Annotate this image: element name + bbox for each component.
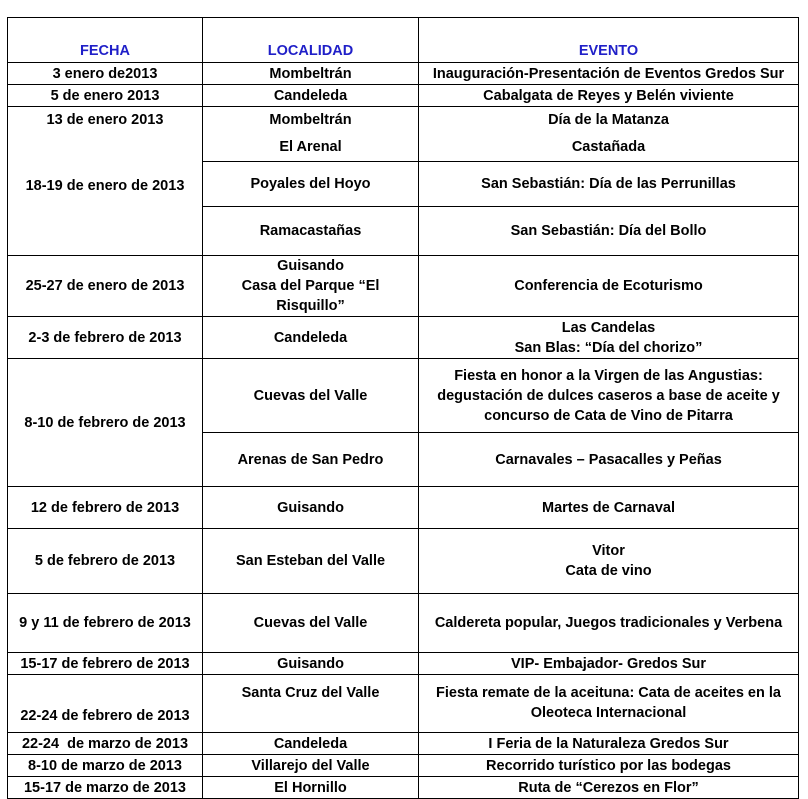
fecha-cell: 2-3 de febrero de 2013	[8, 317, 203, 359]
fecha-cell: 22-24 de marzo de 2013	[8, 733, 203, 755]
evento-cell: Fiesta remate de la aceituna: Cata de aceites en la Oleoteca Internacional	[419, 675, 799, 733]
evento-cell: Las Candelas San Blas: “Día del chorizo”	[419, 317, 799, 359]
localidad-cell: Poyales del Hoyo	[203, 162, 419, 207]
table-row	[8, 133, 799, 162]
table-row	[8, 594, 799, 653]
fecha-cell: 12 de febrero de 2013	[8, 487, 203, 529]
evento-cell: Conferencia de Ecoturismo	[419, 256, 799, 317]
evento-cell: I Feria de la Naturaleza Gredos Sur	[419, 733, 799, 755]
header-fecha: FECHA	[8, 18, 203, 63]
table-row	[8, 733, 799, 755]
evento-cell: Carnavales – Pasacalles y Peñas	[419, 433, 799, 487]
fecha-cell: 15-17 de marzo de 2013	[8, 777, 203, 799]
fecha-cell: 13 de enero 2013	[8, 107, 203, 133]
evento-cell: Fiesta en honor a la Virgen de las Angustias: degustación de dulces caseros a base de aceite y concurso de Cata de Vino de Pitarra	[419, 359, 799, 433]
fecha-cell: 8-10 de febrero de 2013	[8, 359, 203, 487]
localidad-cell: Candeleda	[203, 733, 419, 755]
fecha-cell	[8, 133, 203, 162]
table-row	[8, 256, 799, 317]
table-row	[8, 755, 799, 777]
localidad-cell: Candeleda	[203, 85, 419, 107]
header-row	[8, 18, 799, 63]
fecha-cell: 25-27 de enero de 2013	[8, 256, 203, 317]
fecha-cell: 5 de enero 2013	[8, 85, 203, 107]
localidad-cell: Mombeltrán	[203, 107, 419, 133]
evento-cell: Inauguración-Presentación de Eventos Gredos Sur	[419, 63, 799, 85]
localidad-cell: El Arenal	[203, 133, 419, 162]
fecha-cell: 18-19 de enero de 2013	[8, 162, 203, 256]
evento-cell: San Sebastián: Día del Bollo	[419, 207, 799, 256]
localidad-cell: Cuevas del Valle	[203, 594, 419, 653]
localidad-cell: El Hornillo	[203, 777, 419, 799]
evento-cell: Ruta de “Cerezos en Flor”	[419, 777, 799, 799]
evento-cell: Recorrido turístico por las bodegas	[419, 755, 799, 777]
localidad-cell: Guisando Casa del Parque “El Risquillo”	[203, 256, 419, 317]
localidad-cell: Mombeltrán	[203, 63, 419, 85]
table-row	[8, 487, 799, 529]
localidad-cell: Arenas de San Pedro	[203, 433, 419, 487]
localidad-cell: San Esteban del Valle	[203, 529, 419, 594]
fecha-cell: 9 y 11 de febrero de 2013	[8, 594, 203, 653]
table-row	[8, 653, 799, 675]
evento-cell: Día de la Matanza	[419, 107, 799, 133]
fecha-cell: 15-17 de febrero de 2013	[8, 653, 203, 675]
evento-cell: San Sebastián: Día de las Perrunillas	[419, 162, 799, 207]
evento-cell: Caldereta popular, Juegos tradicionales y Verbena	[419, 594, 799, 653]
table-row	[8, 63, 799, 85]
header-evento: EVENTO	[419, 18, 799, 63]
events-table	[7, 17, 799, 799]
fecha-cell: 8-10 de marzo de 2013	[8, 755, 203, 777]
fecha-cell: 22-24 de febrero de 2013	[8, 675, 203, 733]
localidad-cell: Santa Cruz del Valle	[203, 675, 419, 733]
table-row	[8, 777, 799, 799]
evento-cell: Castañada	[419, 133, 799, 162]
localidad-cell: Cuevas del Valle	[203, 359, 419, 433]
localidad-cell: Guisando	[203, 653, 419, 675]
table-row	[8, 529, 799, 594]
evento-cell: Martes de Carnaval	[419, 487, 799, 529]
evento-cell: Vitor Cata de vino	[419, 529, 799, 594]
header-localidad: LOCALIDAD	[203, 18, 419, 63]
table-row	[8, 359, 799, 433]
fecha-cell: 3 enero de2013	[8, 63, 203, 85]
localidad-cell: Candeleda	[203, 317, 419, 359]
table-row	[8, 675, 799, 733]
localidad-cell: Guisando	[203, 487, 419, 529]
table-row	[8, 317, 799, 359]
evento-cell: VIP- Embajador- Gredos Sur	[419, 653, 799, 675]
table-row	[8, 85, 799, 107]
localidad-cell: Ramacastañas	[203, 207, 419, 256]
table-row	[8, 107, 799, 133]
fecha-cell: 5 de febrero de 2013	[8, 529, 203, 594]
localidad-cell: Villarejo del Valle	[203, 755, 419, 777]
table-row	[8, 162, 799, 207]
evento-cell: Cabalgata de Reyes y Belén viviente	[419, 85, 799, 107]
